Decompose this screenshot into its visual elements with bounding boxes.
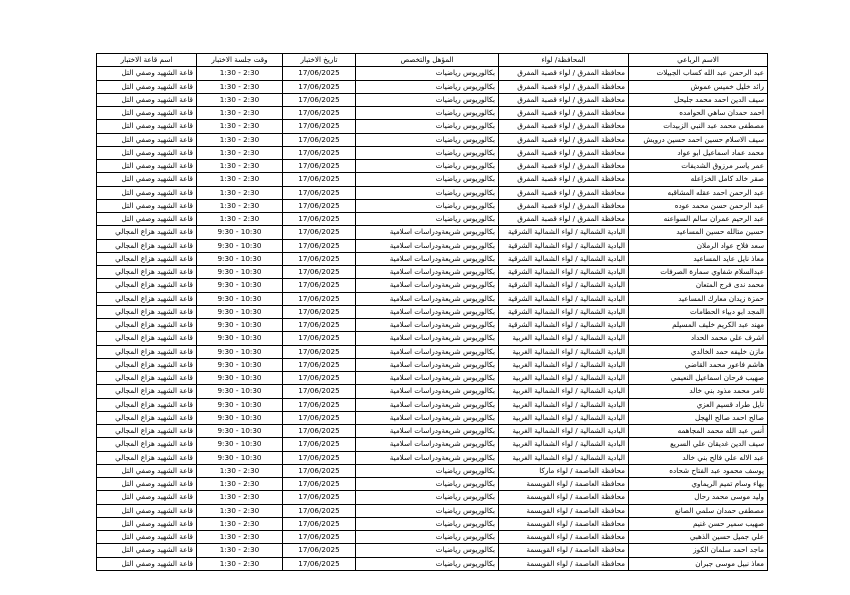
cell-exam-date: 17/06/2025 [283,252,356,265]
cell-full-name: عبد الرحمن حسن محمد عوده [629,199,768,212]
cell-full-name: معاذ نبيل موسى جبران [629,557,768,570]
cell-exam-date: 17/06/2025 [283,478,356,491]
cell-governorate: محافظة المفرق / لواء قصبة المفرق [499,146,629,159]
cell-qualification: بكالوريوس رياضيات [356,107,499,120]
cell-governorate: محافظة المفرق / لواء قصبة المفرق [499,173,629,186]
header-qualification: المؤهل والتخصص [356,54,499,67]
cell-hall-name: قاعة الشهيد وصفي التل [97,160,197,173]
header-hall-name: اسم قاعة الاختبار [97,54,197,67]
cell-exam-date: 17/06/2025 [283,385,356,398]
cell-exam-date: 17/06/2025 [283,173,356,186]
cell-exam-date: 17/06/2025 [283,504,356,517]
cell-hall-name: قاعة الشهيد هزاع المجالي [97,451,197,464]
table-row [97,213,768,226]
table-row [97,199,768,212]
cell-qualification: بكالوريوس رياضيات [356,186,499,199]
cell-governorate: محافظة المفرق / لواء قصبة المفرق [499,133,629,146]
table-row [97,239,768,252]
header-full-name: الاسم الرباعي [629,54,768,67]
cell-qualification: بكالوريوس رياضيات [356,491,499,504]
cell-exam-date: 17/06/2025 [283,213,356,226]
cell-exam-date: 17/06/2025 [283,133,356,146]
cell-governorate: البادية الشمالية / لواء الشمالية الغربية [499,332,629,345]
cell-full-name: علي جميل حسين الذهبي [629,531,768,544]
table-row [97,531,768,544]
header-governorate: المحافظة/ لواء [499,54,629,67]
cell-session-time: 9:30 - 10:30 [197,345,283,358]
table-row [97,279,768,292]
cell-governorate: محافظة المفرق / لواء قصبة المفرق [499,80,629,93]
cell-governorate: محافظة المفرق / لواء قصبة المفرق [499,67,629,80]
table-row [97,226,768,239]
cell-qualification: بكالوريوس رياضيات [356,557,499,570]
cell-full-name: عبد الرحيم عمران سالم السواعنه [629,213,768,226]
cell-exam-date: 17/06/2025 [283,332,356,345]
cell-session-time: 9:30 - 10:30 [197,411,283,424]
cell-session-time: 9:30 - 10:30 [197,239,283,252]
cell-governorate: البادية الشمالية / لواء الشمالية الشرقية [499,226,629,239]
cell-hall-name: قاعة الشهيد وصفي التل [97,517,197,530]
cell-qualification: بكالوريوس رياضيات [356,504,499,517]
cell-full-name: صهيب سمير حسن غنيم [629,517,768,530]
cell-exam-date: 17/06/2025 [283,438,356,451]
cell-session-time: 1:30 - 2:30 [197,146,283,159]
cell-full-name: عبد الرحمن عبد الله كساب الجبيلات [629,67,768,80]
table-row [97,292,768,305]
cell-full-name: صهيب فرحان اسماعيل النعيمي [629,372,768,385]
cell-hall-name: قاعة الشهيد هزاع المجالي [97,385,197,398]
cell-session-time: 1:30 - 2:30 [197,67,283,80]
cell-hall-name: قاعة الشهيد وصفي التل [97,199,197,212]
cell-exam-date: 17/06/2025 [283,107,356,120]
cell-qualification: بكالوريوس رياضيات [356,478,499,491]
cell-governorate: محافظة المفرق / لواء قصبة المفرق [499,199,629,212]
cell-full-name: محمد عماد اسماعيل ابو عواد [629,146,768,159]
table-row [97,491,768,504]
cell-exam-date: 17/06/2025 [283,266,356,279]
cell-hall-name: قاعة الشهيد وصفي التل [97,133,197,146]
cell-hall-name: قاعة الشهيد هزاع المجالي [97,332,197,345]
table-row [97,146,768,159]
table-row [97,186,768,199]
cell-session-time: 9:30 - 10:30 [197,252,283,265]
cell-full-name: عبدالسلام شفاوي سمارة الصرفات [629,266,768,279]
table-row [97,332,768,345]
cell-hall-name: قاعة الشهيد وصفي التل [97,173,197,186]
cell-full-name: مصطفى محمد عبد النبي الزبيدات [629,120,768,133]
table-row [97,517,768,530]
cell-governorate: محافظة العاصمة / لواء القويسمة [499,478,629,491]
header-session-time: وقت جلسة الاختبار [197,54,283,67]
table-row [97,438,768,451]
cell-qualification: بكالوريوس رياضيات [356,531,499,544]
cell-governorate: محافظة المفرق / لواء قصبة المفرق [499,93,629,106]
cell-exam-date: 17/06/2025 [283,557,356,570]
cell-governorate: محافظة المفرق / لواء قصبة المفرق [499,160,629,173]
table-row [97,478,768,491]
cell-hall-name: قاعة الشهيد وصفي التل [97,491,197,504]
cell-full-name: سيف الدين احمد محمد جليحل [629,93,768,106]
cell-hall-name: قاعة الشهيد وصفي التل [97,146,197,159]
cell-governorate: البادية الشمالية / لواء الشمالية الشرقية [499,305,629,318]
cell-governorate: البادية الشمالية / لواء الشمالية الغربية [499,425,629,438]
cell-session-time: 9:30 - 10:30 [197,425,283,438]
cell-session-time: 1:30 - 2:30 [197,133,283,146]
cell-session-time: 1:30 - 2:30 [197,173,283,186]
cell-qualification: بكالوريوس رياضيات [356,146,499,159]
cell-session-time: 9:30 - 10:30 [197,266,283,279]
cell-hall-name: قاعة الشهيد هزاع المجالي [97,425,197,438]
cell-session-time: 9:30 - 10:30 [197,372,283,385]
cell-qualification: بكالوريوس شريعةودراسات اسلامية [356,438,499,451]
cell-governorate: محافظة العاصمة / لواء ماركا [499,464,629,477]
cell-full-name: حسين متالله حسين المساعيد [629,226,768,239]
cell-qualification: بكالوريوس شريعةودراسات اسلامية [356,252,499,265]
cell-session-time: 9:30 - 10:30 [197,305,283,318]
cell-exam-date: 17/06/2025 [283,517,356,530]
cell-session-time: 1:30 - 2:30 [197,531,283,544]
cell-full-name: اشرف علي محمد الحداد [629,332,768,345]
cell-session-time: 1:30 - 2:30 [197,107,283,120]
cell-hall-name: قاعة الشهيد هزاع المجالي [97,305,197,318]
cell-exam-date: 17/06/2025 [283,451,356,464]
cell-qualification: بكالوريوس رياضيات [356,120,499,133]
table-row [97,305,768,318]
cell-hall-name: قاعة الشهيد وصفي التل [97,464,197,477]
cell-session-time: 9:30 - 10:30 [197,385,283,398]
cell-full-name: صالح احمد صالح الهجل [629,411,768,424]
cell-exam-date: 17/06/2025 [283,226,356,239]
cell-governorate: محافظة المفرق / لواء قصبة المفرق [499,213,629,226]
cell-full-name: عمر ياسر مرزوق الشديفات [629,160,768,173]
cell-hall-name: قاعة الشهيد وصفي التل [97,186,197,199]
table-row [97,557,768,570]
cell-session-time: 9:30 - 10:30 [197,398,283,411]
cell-full-name: يوسف محمود عبد الفتاح شحاده [629,464,768,477]
cell-hall-name: قاعة الشهيد وصفي التل [97,107,197,120]
table-row [97,398,768,411]
cell-session-time: 9:30 - 10:30 [197,226,283,239]
cell-hall-name: قاعة الشهيد هزاع المجالي [97,292,197,305]
cell-exam-date: 17/06/2025 [283,199,356,212]
table-row [97,345,768,358]
cell-qualification: بكالوريوس شريعةودراسات اسلامية [356,332,499,345]
cell-qualification: بكالوريوس رياضيات [356,67,499,80]
table-row [97,133,768,146]
cell-governorate: محافظة العاصمة / لواء القويسمة [499,557,629,570]
cell-qualification: بكالوريوس شريعةودراسات اسلامية [356,319,499,332]
cell-qualification: بكالوريوس شريعةودراسات اسلامية [356,372,499,385]
cell-exam-date: 17/06/2025 [283,292,356,305]
cell-hall-name: قاعة الشهيد هزاع المجالي [97,319,197,332]
cell-session-time: 9:30 - 10:30 [197,279,283,292]
cell-qualification: بكالوريوس شريعةودراسات اسلامية [356,411,499,424]
cell-session-time: 9:30 - 10:30 [197,451,283,464]
cell-hall-name: قاعة الشهيد وصفي التل [97,504,197,517]
cell-qualification: بكالوريوس رياضيات [356,544,499,557]
cell-full-name: عبد الاله علي فالح بني خالد [629,451,768,464]
cell-full-name: ثامر محمد مذود بني خالد [629,385,768,398]
cell-session-time: 1:30 - 2:30 [197,160,283,173]
table-row [97,266,768,279]
table-row [97,252,768,265]
header-exam-date: تاريخ الاختبار [283,54,356,67]
cell-full-name: نايل طراد قسيم العزي [629,398,768,411]
cell-hall-name: قاعة الشهيد هزاع المجالي [97,266,197,279]
cell-full-name: محمد ندى فرج المتعان [629,279,768,292]
cell-full-name: سيف الاسلام حسين احمد حسين درويش [629,133,768,146]
cell-full-name: احمد حمدان ساهي الحوامده [629,107,768,120]
cell-governorate: البادية الشمالية / لواء الشمالية الغربية [499,385,629,398]
cell-full-name: رائد خليل خميس عموش [629,80,768,93]
cell-full-name: مازن خليفه حمد الخالدي [629,345,768,358]
cell-session-time: 1:30 - 2:30 [197,544,283,557]
table-row [97,173,768,186]
table-row [97,544,768,557]
cell-qualification: بكالوريوس رياضيات [356,133,499,146]
cell-full-name: بهاء وسام تميم الريماوي [629,478,768,491]
cell-session-time: 1:30 - 2:30 [197,557,283,570]
schedule-sheet [96,53,767,571]
cell-qualification: بكالوريوس شريعةودراسات اسلامية [356,358,499,371]
cell-hall-name: قاعة الشهيد هزاع المجالي [97,398,197,411]
cell-governorate: البادية الشمالية / لواء الشمالية الغربية [499,372,629,385]
cell-full-name: مصطفى حمدان سلمي الصانع [629,504,768,517]
cell-hall-name: قاعة الشهيد وصفي التل [97,80,197,93]
cell-exam-date: 17/06/2025 [283,305,356,318]
cell-governorate: البادية الشمالية / لواء الشمالية الشرقية [499,279,629,292]
cell-session-time: 1:30 - 2:30 [197,504,283,517]
cell-hall-name: قاعة الشهيد هزاع المجالي [97,358,197,371]
cell-hall-name: قاعة الشهيد وصفي التل [97,120,197,133]
cell-exam-date: 17/06/2025 [283,93,356,106]
cell-exam-date: 17/06/2025 [283,80,356,93]
cell-session-time: 1:30 - 2:30 [197,213,283,226]
cell-session-time: 1:30 - 2:30 [197,478,283,491]
cell-hall-name: قاعة الشهيد وصفي التل [97,67,197,80]
cell-full-name: سعد فلاح عواد الرملان [629,239,768,252]
cell-qualification: بكالوريوس شريعةودراسات اسلامية [356,398,499,411]
cell-session-time: 1:30 - 2:30 [197,464,283,477]
cell-hall-name: قاعة الشهيد وصفي التل [97,557,197,570]
cell-exam-date: 17/06/2025 [283,491,356,504]
cell-governorate: البادية الشمالية / لواء الشمالية الشرقية [499,292,629,305]
cell-governorate: البادية الشمالية / لواء الشمالية الغربية [499,345,629,358]
cell-hall-name: قاعة الشهيد هزاع المجالي [97,239,197,252]
table-row [97,411,768,424]
table-row [97,160,768,173]
cell-session-time: 1:30 - 2:30 [197,517,283,530]
cell-exam-date: 17/06/2025 [283,146,356,159]
cell-qualification: بكالوريوس رياضيات [356,93,499,106]
cell-qualification: بكالوريوس رياضيات [356,160,499,173]
table-row [97,107,768,120]
cell-full-name: هاشم فاعور محمد القاضي [629,358,768,371]
cell-governorate: محافظة العاصمة / لواء القويسمة [499,531,629,544]
cell-hall-name: قاعة الشهيد وصفي التل [97,213,197,226]
cell-exam-date: 17/06/2025 [283,411,356,424]
cell-full-name: صقر خالد كامل الخزاعله [629,173,768,186]
header-row [97,54,768,67]
cell-hall-name: قاعة الشهيد هزاع المجالي [97,438,197,451]
table-row [97,93,768,106]
cell-governorate: البادية الشمالية / لواء الشمالية الغربية [499,451,629,464]
cell-full-name: سيف الدين غديقان علي السريع [629,438,768,451]
cell-governorate: محافظة المفرق / لواء قصبة المفرق [499,186,629,199]
cell-governorate: البادية الشمالية / لواء الشمالية الشرقية [499,239,629,252]
table-row [97,425,768,438]
cell-qualification: بكالوريوس شريعةودراسات اسلامية [356,239,499,252]
cell-governorate: البادية الشمالية / لواء الشمالية الغربية [499,411,629,424]
table-row [97,358,768,371]
table-row [97,80,768,93]
cell-hall-name: قاعة الشهيد هزاع المجالي [97,226,197,239]
cell-exam-date: 17/06/2025 [283,398,356,411]
cell-qualification: بكالوريوس شريعةودراسات اسلامية [356,226,499,239]
cell-session-time: 1:30 - 2:30 [197,186,283,199]
cell-qualification: بكالوريوس رياضيات [356,464,499,477]
cell-exam-date: 17/06/2025 [283,120,356,133]
cell-qualification: بكالوريوس رياضيات [356,517,499,530]
table-row [97,319,768,332]
cell-exam-date: 17/06/2025 [283,160,356,173]
cell-hall-name: قاعة الشهيد وصفي التل [97,531,197,544]
cell-session-time: 1:30 - 2:30 [197,491,283,504]
cell-exam-date: 17/06/2025 [283,345,356,358]
cell-governorate: محافظة العاصمة / لواء القويسمة [499,491,629,504]
cell-exam-date: 17/06/2025 [283,239,356,252]
cell-qualification: بكالوريوس شريعةودراسات اسلامية [356,345,499,358]
table-row [97,464,768,477]
cell-exam-date: 17/06/2025 [283,186,356,199]
cell-hall-name: قاعة الشهيد هزاع المجالي [97,252,197,265]
cell-session-time: 1:30 - 2:30 [197,199,283,212]
table-row [97,120,768,133]
cell-exam-date: 17/06/2025 [283,425,356,438]
cell-qualification: بكالوريوس رياضيات [356,173,499,186]
cell-qualification: بكالوريوس رياضيات [356,199,499,212]
cell-full-name: مهند عبد الكريم خليف المسيلم [629,319,768,332]
cell-full-name: حمزة زيدان معارك المساعيد [629,292,768,305]
cell-session-time: 9:30 - 10:30 [197,319,283,332]
cell-hall-name: قاعة الشهيد هزاع المجالي [97,411,197,424]
cell-qualification: بكالوريوس رياضيات [356,80,499,93]
cell-qualification: بكالوريوس شريعةودراسات اسلامية [356,385,499,398]
cell-qualification: بكالوريوس شريعةودراسات اسلامية [356,425,499,438]
cell-exam-date: 17/06/2025 [283,67,356,80]
cell-governorate: البادية الشمالية / لواء الشمالية الغربية [499,438,629,451]
cell-session-time: 9:30 - 10:30 [197,332,283,345]
cell-exam-date: 17/06/2025 [283,358,356,371]
cell-governorate: البادية الشمالية / لواء الشمالية الشرقية [499,252,629,265]
cell-hall-name: قاعة الشهيد وصفي التل [97,544,197,557]
cell-full-name: المجد ابو دبياء الحطامات [629,305,768,318]
cell-hall-name: قاعة الشهيد وصفي التل [97,93,197,106]
cell-governorate: البادية الشمالية / لواء الشمالية الشرقية [499,266,629,279]
cell-hall-name: قاعة الشهيد هزاع المجالي [97,279,197,292]
table-row [97,372,768,385]
cell-governorate: محافظة العاصمة / لواء القويسمة [499,517,629,530]
cell-exam-date: 17/06/2025 [283,319,356,332]
cell-session-time: 9:30 - 10:30 [197,292,283,305]
cell-governorate: البادية الشمالية / لواء الشمالية الغربية [499,358,629,371]
table-row [97,385,768,398]
cell-hall-name: قاعة الشهيد وصفي التل [97,478,197,491]
cell-session-time: 1:30 - 2:30 [197,80,283,93]
cell-hall-name: قاعة الشهيد هزاع المجالي [97,372,197,385]
cell-governorate: محافظة المفرق / لواء قصبة المفرق [499,107,629,120]
table-row [97,504,768,517]
cell-qualification: بكالوريوس شريعةودراسات اسلامية [356,279,499,292]
exam-schedule-table [96,53,768,571]
cell-session-time: 1:30 - 2:30 [197,120,283,133]
cell-exam-date: 17/06/2025 [283,544,356,557]
table-row [97,67,768,80]
cell-full-name: ماجد احمد سلمان الكوز [629,544,768,557]
cell-qualification: بكالوريوس شريعةودراسات اسلامية [356,292,499,305]
cell-governorate: محافظة المفرق / لواء قصبة المفرق [499,120,629,133]
cell-full-name: وليد موسى محمد رحال [629,491,768,504]
cell-governorate: محافظة العاصمة / لواء القويسمة [499,504,629,517]
cell-exam-date: 17/06/2025 [283,464,356,477]
cell-session-time: 1:30 - 2:30 [197,93,283,106]
cell-full-name: معاذ نايل عايد المساعيد [629,252,768,265]
cell-qualification: بكالوريوس شريعةودراسات اسلامية [356,451,499,464]
cell-qualification: بكالوريوس رياضيات [356,213,499,226]
cell-governorate: محافظة العاصمة / لواء القويسمة [499,544,629,557]
cell-full-name: أنس عبد الله محمد المجاهمه [629,425,768,438]
cell-full-name: عبد الرحمن احمد عقله المشاقبه [629,186,768,199]
cell-exam-date: 17/06/2025 [283,531,356,544]
cell-governorate: البادية الشمالية / لواء الشمالية الشرقية [499,319,629,332]
cell-session-time: 9:30 - 10:30 [197,438,283,451]
cell-qualification: بكالوريوس شريعةودراسات اسلامية [356,305,499,318]
cell-governorate: البادية الشمالية / لواء الشمالية الغربية [499,398,629,411]
table-row [97,451,768,464]
cell-exam-date: 17/06/2025 [283,279,356,292]
cell-session-time: 9:30 - 10:30 [197,358,283,371]
cell-exam-date: 17/06/2025 [283,372,356,385]
cell-qualification: بكالوريوس شريعةودراسات اسلامية [356,266,499,279]
cell-hall-name: قاعة الشهيد هزاع المجالي [97,345,197,358]
